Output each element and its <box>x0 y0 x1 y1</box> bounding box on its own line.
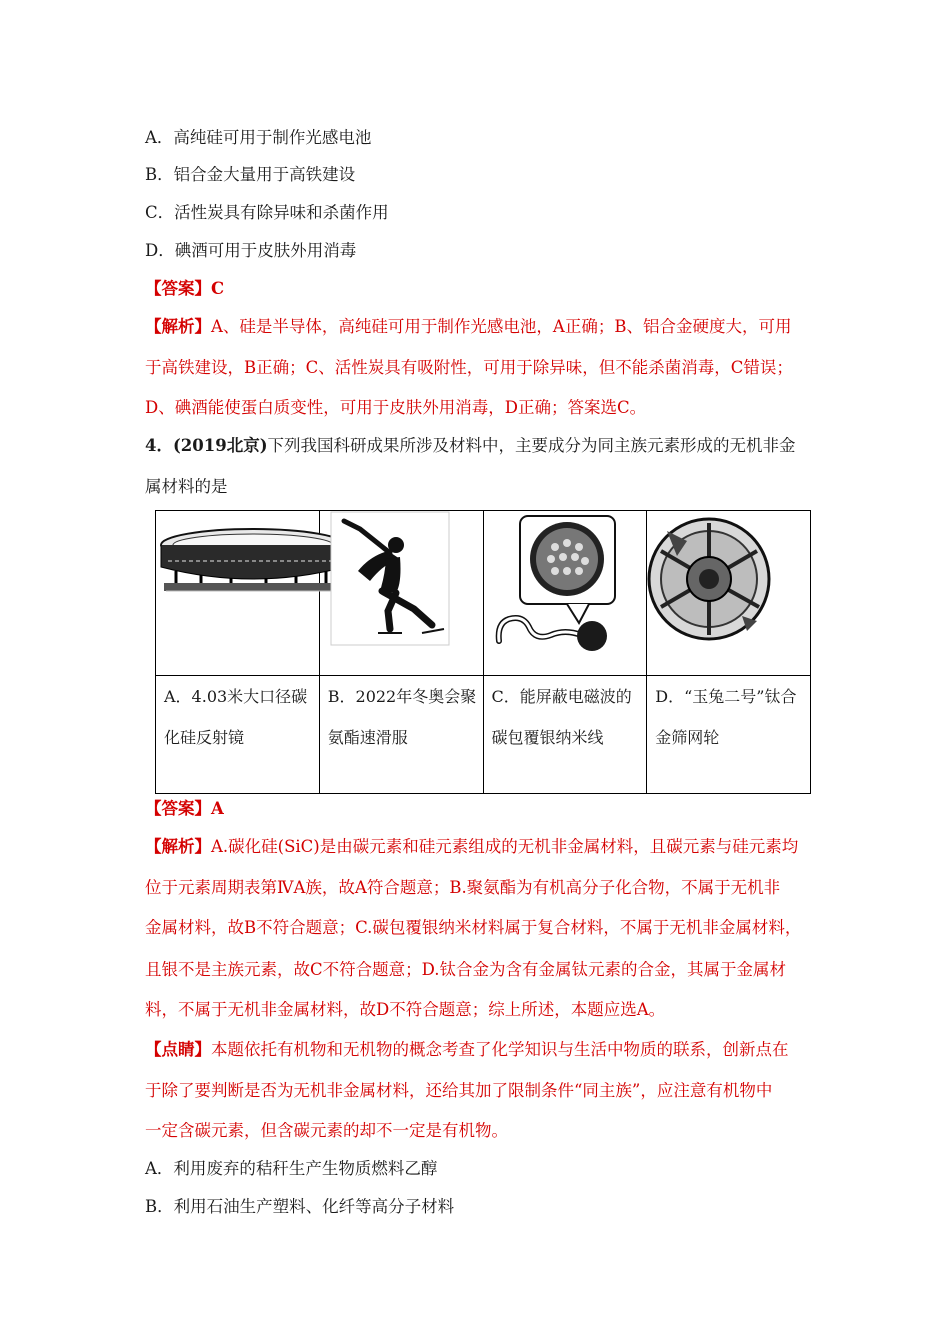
analysis-tag: 【解析】 <box>145 317 211 336</box>
option-c-caption-cell <box>483 676 647 794</box>
analysis-text: A.碳化硅(SiC)是由碳元素和硅元素组成的无机非金属材料，且碳元素与硅元素均 <box>211 837 799 856</box>
q3-analysis-line-3: D、碘酒能使蛋白质变性，可用于皮肤外用消毒，D正确；答案选C。 <box>145 398 647 417</box>
q4-stem-line-2: 属材料的是 <box>145 477 228 496</box>
question-stem: 下列我国科研成果所涉及材料中，主要成分为同主族元素形成的无机非金 <box>267 436 796 455</box>
option-c-caption: C．能屏蔽电磁波的碳包覆银纳米线 <box>491 687 632 747</box>
q3-analysis-line-1 <box>145 317 791 337</box>
comment-tag: 【点睛】 <box>145 1040 211 1059</box>
q3-option-c: C．活性炭具有除异味和杀菌作用 <box>145 203 389 222</box>
answer-tag: 【答案】 <box>145 279 211 298</box>
q4-comment-line-2: 于除了要判断是否为无机非金属材料，还给其加了限制条件“同主族”，应注意有机物中 <box>145 1081 773 1100</box>
question-source: (2019北京) <box>172 436 268 455</box>
option-b-caption: B．2022年冬奥会聚氨酯速滑服 <box>327 687 477 747</box>
q4-analysis-line-3: 金属材料，故B不符合题意；C.碳包覆银纳米材料属于复合材料，不属于无机非金属材料， <box>145 918 802 937</box>
q4-comment-line-1 <box>145 1040 789 1060</box>
q3-answer <box>145 279 224 299</box>
speed-skater-illustration <box>330 511 450 646</box>
comment-text: 本题依托有机物和无机物的概念考查了化学知识与生活中物质的联系，创新点在 <box>211 1040 789 1059</box>
option-a-image-cell <box>156 511 320 676</box>
rover-wheel-illustration <box>647 511 772 643</box>
nanowire-illustration <box>489 511 619 656</box>
analysis-text: A、硅是半导体，高纯硅可用于制作光感电池，A正确；B、铝合金硬度大，可用 <box>211 317 792 336</box>
analysis-tag: 【解析】 <box>145 837 211 856</box>
option-b-caption-cell <box>319 676 483 794</box>
q4-comment-line-3: 一定含碳元素，但含碳元素的却不一定是有机物。 <box>145 1121 508 1140</box>
next-option-a: A．利用废弃的秸秆生产生物质燃料乙醇 <box>145 1159 438 1178</box>
q3-option-d: D．碘酒可用于皮肤外用消毒 <box>145 241 357 260</box>
q4-stem-line-1 <box>145 436 796 456</box>
q4-options-table <box>155 510 811 794</box>
option-d-image-cell <box>647 511 811 676</box>
q3-option-b: B．铝合金大量用于高铁建设 <box>145 165 356 184</box>
option-d-caption: D．“玉兔二号”钛合金筛网轮 <box>655 687 797 747</box>
option-d-caption-cell <box>647 676 811 794</box>
q3-option-a: A．高纯硅可用于制作光感电池 <box>145 128 372 147</box>
q4-analysis-line-4: 且银不是主族元素，故C不符合题意；D.钛合金为含有金属钛元素的合金，其属于金属材 <box>145 960 787 979</box>
option-b-image-cell <box>319 511 483 676</box>
option-a-caption-cell <box>156 676 320 794</box>
next-option-b: B．利用石油生产塑料、化纤等高分子材料 <box>145 1197 455 1216</box>
question-number: 4． <box>145 436 173 455</box>
option-a-caption: A．4.03米大口径碳化硅反射镜 <box>164 687 308 747</box>
q4-analysis-line-2: 位于元素周期表第ⅣA族，故A符合题意；B.聚氨酯为有机高分子化合物，不属于无机非 <box>145 878 781 897</box>
q4-analysis-line-1 <box>145 837 798 857</box>
q4-answer <box>145 799 224 819</box>
answer-tag: 【答案】 <box>145 799 211 818</box>
answer-value: C <box>211 279 225 298</box>
option-c-image-cell <box>483 511 647 676</box>
q4-analysis-line-5: 料，不属于无机非金属材料，故D不符合题意；综上所述，本题应选A。 <box>145 1000 666 1019</box>
q3-analysis-line-2: 于高铁建设，B正确；C、活性炭具有吸附性，可用于除异味，但不能杀菌消毒，C错误； <box>145 358 793 377</box>
answer-value: A <box>211 799 224 818</box>
